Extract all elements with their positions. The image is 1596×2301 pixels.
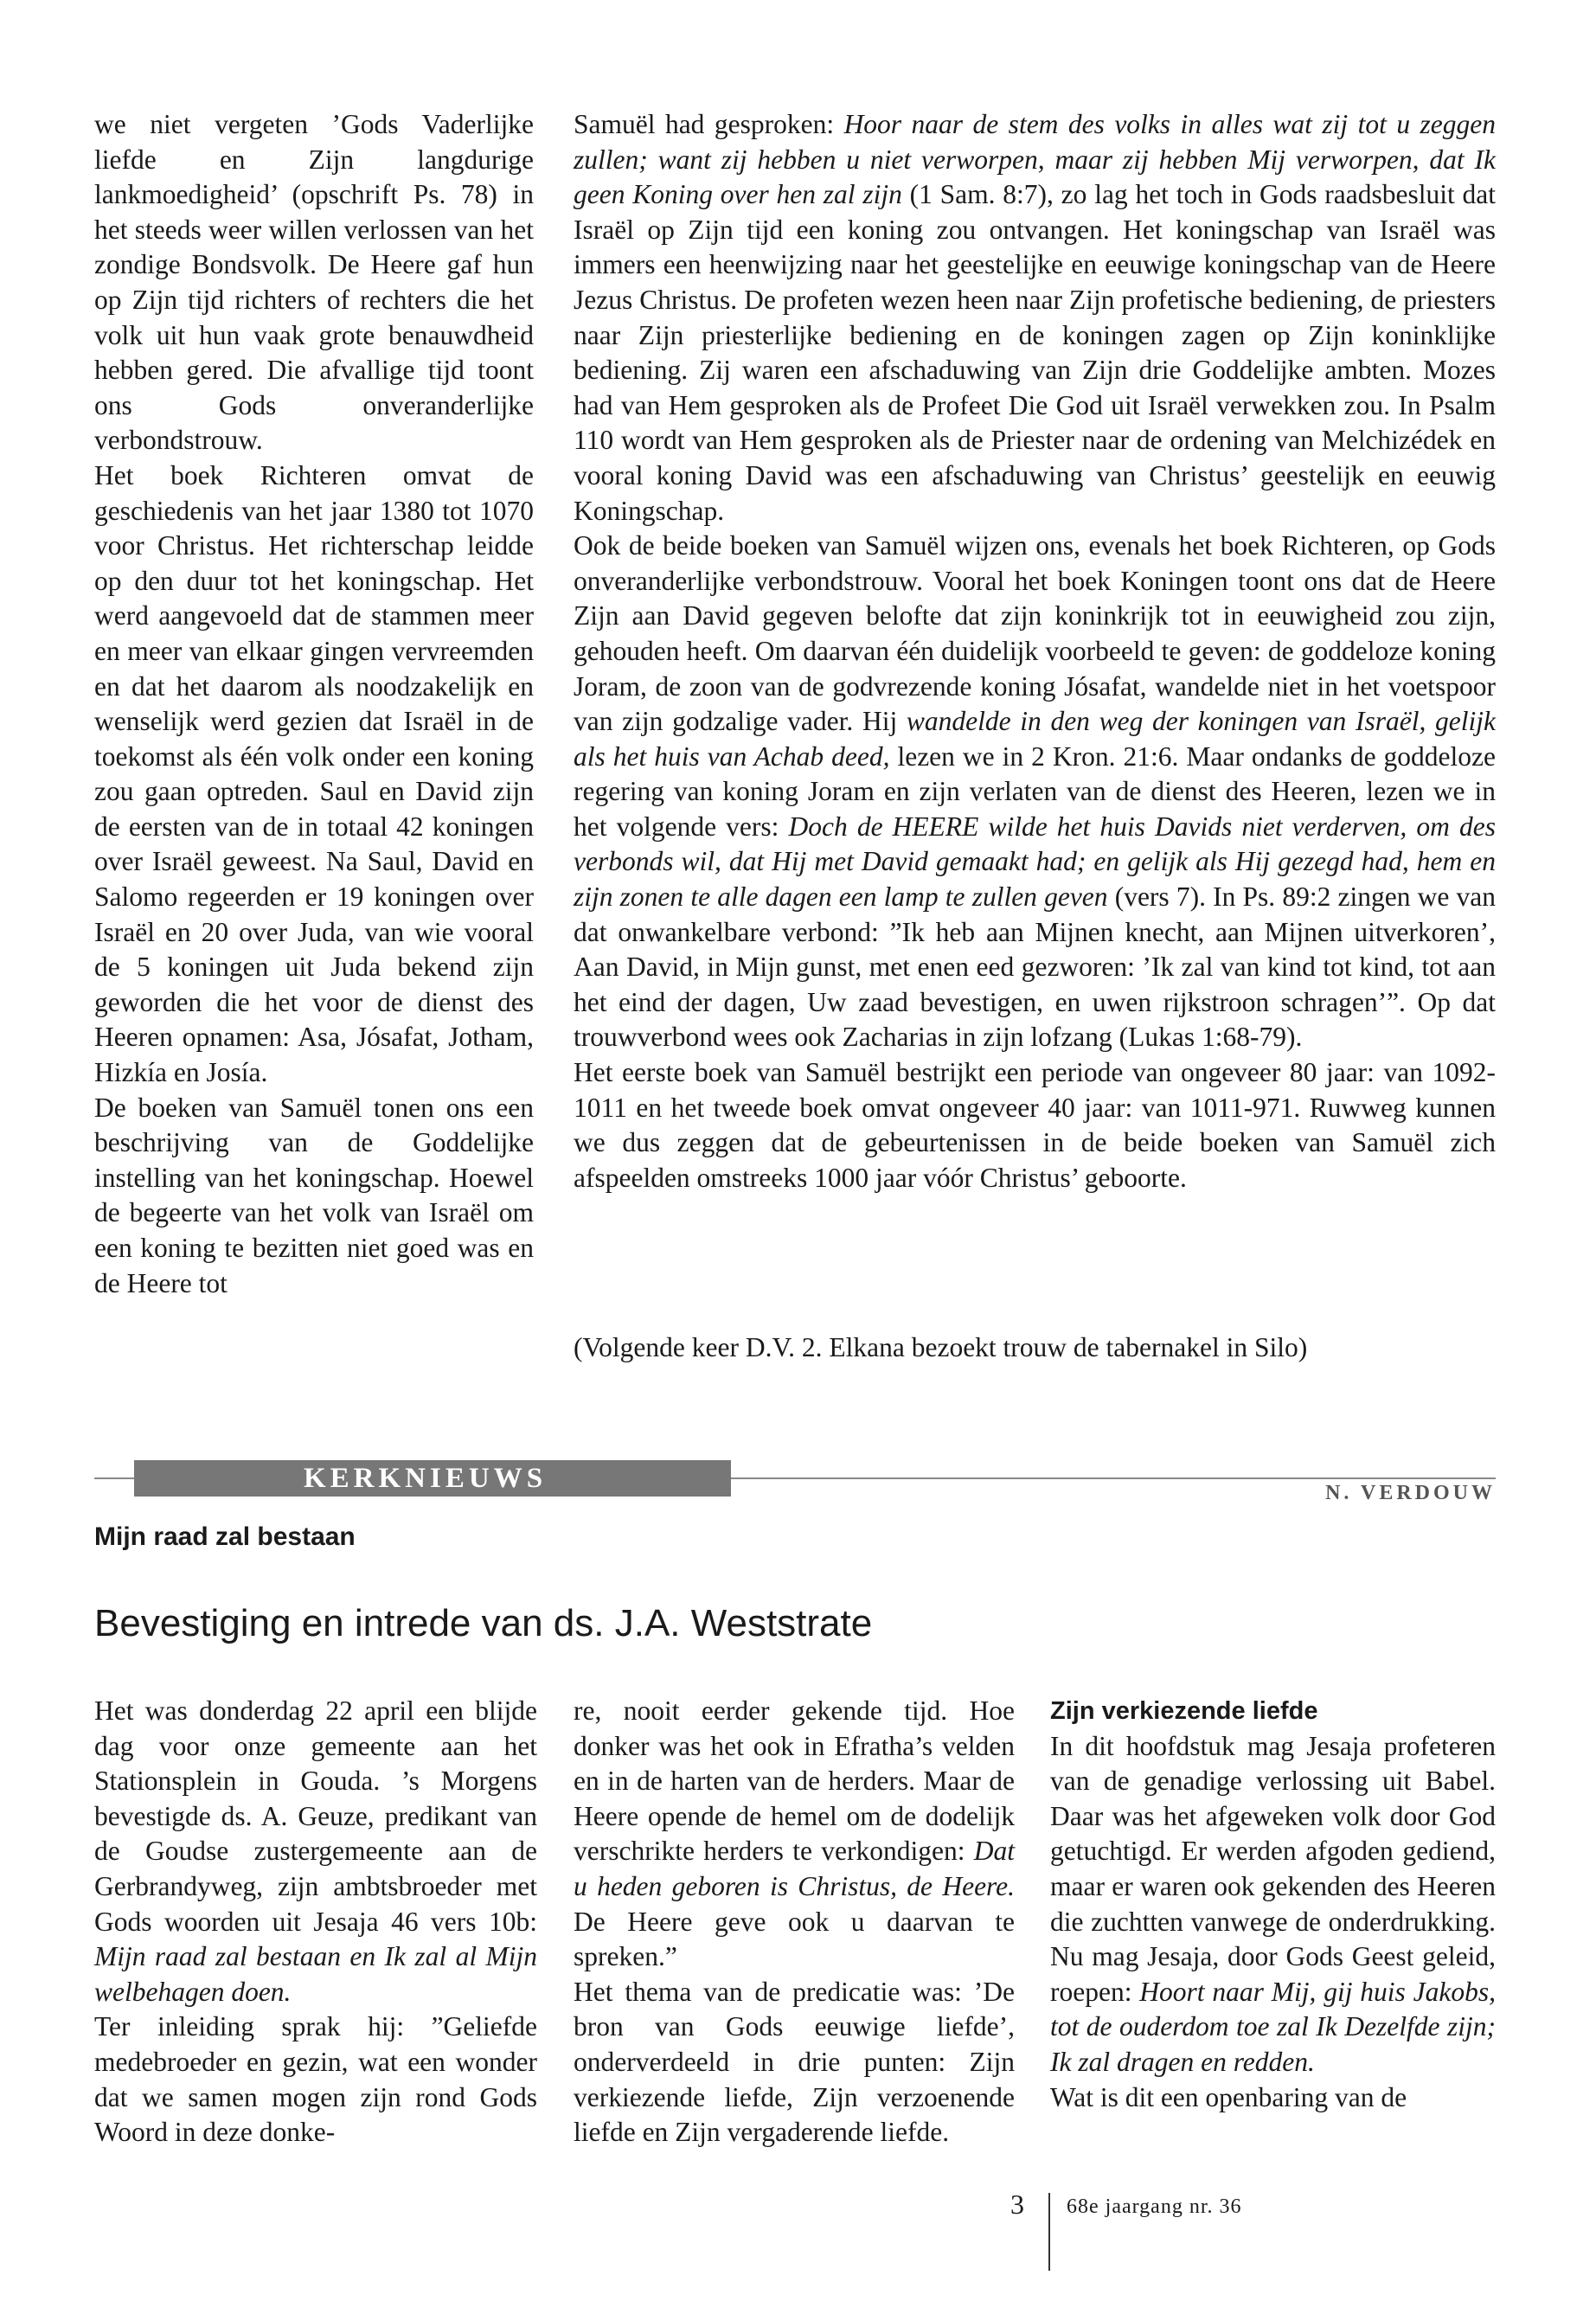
text: lezen we in 2 Kron. 21:6. Maar ondanks de goddeloze regering van koning Joram en zijn verlaten van de dienst des Heeren, lezen we in het volgende vers: <box>574 740 1496 842</box>
text: Het was donderdag 22 april een blijde dag voor onze gemeente aan het Stationsplein in Gouda. ’s Morgens bevestigde ds. A. Geuze, predikant van de Goudse zustergemeente aan de Gerbrandyweg, zijn ambtsbroeder met Gods woorden uit Jesaja 46 vers 10b: <box>94 1695 537 1937</box>
paragraph: we niet vergeten ’Gods Vaderlijke liefde en Zijn langdurige lankmoedigheid’ (opschrift Ps. 78) in het steeds weer willen verlossen van het zondige Bondsvolk. De Heere gaf hun op Zijn tijd richters of rechters die het volk uit hun vaak grote benauwdheid hebben gered. Die afvallige tijd toont ons Gods onveranderlijke verbondstrouw. <box>94 109 534 456</box>
text: De Heere geve ook u daarvan te spreken.” <box>574 1906 1015 1972</box>
paragraph <box>94 1694 537 2009</box>
paragraph: Het boek Richteren omvat de geschiedenis van het jaar 1380 tot 1070 voor Christus. Het richterschap leidde op den duur tot het koningschap. Het werd aangevoeld dat de stammen meer en meer van elkaar gingen vervreemden en dat het daarom als noodzakelijk en wenselijk werd gezien dat Israël in de toekomst als één volk onder een koning zou gaan optreden. Saul en David zijn de eersten van de in totaal 42 koningen over Israël geweest. Na Saul, David en Salomo regeerden er 19 koningen over Israël en 20 over Juda, van wie vooral de 5 koningen uit Juda bekend zijn geworden die het voor de dienst des Heeren opnamen: Asa, Jósafat, Jotham, Hizkía en Josía. <box>94 459 534 1088</box>
page-number: 3 <box>1010 2189 1024 2220</box>
footer-divider <box>1048 2193 1050 2271</box>
scripture-quote: Doch de HEERE wilde het huis Davids niet verderven, om des verbonds wil, dat Hij met David gemaakt had; en gelijk als Hij gezegd had, hem en zijn zonen te alle dagen een lamp te zullen geven <box>574 811 1496 913</box>
paragraph <box>574 107 1496 529</box>
scripture-quote: Hoort naar Mij, gij huis Jakobs, tot de ouderdom toe zal Ik Dezelfde zijn; Ik zal dragen en redden. <box>1050 1976 1496 2077</box>
volume-issue: 68e jaargang nr. 36 <box>1067 2195 1242 2218</box>
section-label: KERKNIEUWS <box>134 1460 731 1497</box>
text: re, nooit eerder gekende tijd. Hoe donker was het ook in Efratha’s velden en in de harten van de herders. Maar de Heere opende de hemel om de dodelijk verschrikte herders te verkondigen: <box>574 1695 1015 1867</box>
paragraph: Wat is dit een openbaring van de <box>1050 2081 1407 2112</box>
author-byline: N. VERDOUW <box>1325 1482 1496 1504</box>
left-column <box>94 107 534 1301</box>
article-column-1 <box>94 1694 537 2150</box>
paragraph <box>574 1694 1015 1975</box>
article-column-2 <box>574 1694 1015 2150</box>
paragraph: Het eerste boek van Samuël bestrijkt een periode van ongeveer 80 jaar: van 1092-1011 en het tweede boek omvat ongeveer 40 jaar: van 1011-971. Ruwweg kunnen we dus zeggen dat de gebeurtenissen in de beide boeken van Samuël zich afspeelden omstreeks 1000 jaar vóór Christus’ geboorte. <box>574 1057 1496 1193</box>
text: (1 Sam. 8:7), zo lag het toch in Gods raadsbesluit dat Israël op Zijn tijd een koning zou ontvangen. Het koningschap van Israël was immers een heenwijzing naar het geestelijke en eeuwige koningschap van de Heere Jezus Christus. De profeten wezen heen naar Zijn profetische bediening, de priesters naar Zijn priesterlijke bediening en de koningen zagen op Zijn koninklijke bediening. Zij waren een afschaduwing van Zijn drie Goddelijke ambten. Mozes had van Hem gesproken als de Profeet Die God uit Israël verwekken zou. In Psalm 110 wordt van Hem gesproken als de Priester naar de ordening van Melchizédek en vooral koning David was een afschaduwing van Christus’ geestelijk en eeuwig Koningschap. <box>574 179 1496 526</box>
right-column <box>574 107 1496 1195</box>
paragraph <box>1050 1729 1496 2080</box>
text: (vers 7). In Ps. 89:2 zingen we van dat onwankelbare verbond: ”Ik heb aan Mijnen knecht, aan Mijnen uitverkoren’, Aan David, in Mijn gunst, met enen eed gezworen: ’Ik zal van kind tot kind, tot aan het eind der dagen, Uw zaad bevestigen, en uwen rijkstroon schragen’”. Op dat trouwverbond wees ook Zacharias in zijn lofzang (Lukas 1:68-79). <box>574 881 1496 1053</box>
scripture-quote: Dat u heden geboren is Christus, de Heere. <box>574 1836 1015 1901</box>
paragraph: De boeken van Samuël tonen ons een beschrijving van de Goddelijke instelling van het koningschap. Hoewel de begeerte van het volk van Israël om een koning te bezitten niet goed was en de Heere tot <box>94 1092 534 1298</box>
text: Samuël had gesproken: <box>574 109 844 139</box>
next-episode-note: (Volgende keer D.V. 2. Elkana bezoekt trouw de tabernakel in Silo) <box>574 1332 1308 1362</box>
paragraph <box>574 529 1496 1055</box>
article-column-3 <box>1050 1694 1496 2115</box>
scripture-quote: wandelde in den weg der koningen van Israël, gelijk als het huis van Achab deed, <box>574 706 1496 772</box>
scripture-quote: Hoor naar de stem des volks in alles wat zij tot u zeggen zullen; want zij hebben u niet verworpen, maar zij hebben Mij verworpen, dat Ik geen Koning over hen zal zijn <box>574 109 1496 210</box>
text: In dit hoofdstuk mag Jesaja profeteren van de genadige verlossing uit Babel. Daar was het afgeweken volk door God getuchtigd. Er werden afgoden gediend, maar er waren ook gekenden des Heeren die zuchtten vanwege de onderdrukking. Nu mag Jesaja, door Gods Geest geleid, roepen: <box>1050 1730 1496 2007</box>
article-headline: Bevestiging en intrede van ds. J.A. Weststrate <box>94 1602 873 1644</box>
text: Ook de beide boeken van Samuël wijzen ons, evenals het boek Richteren, op Gods onveranderlijke verbondstrouw. Vooral het boek Koningen toont ons dat de Heere Zijn aan David gegeven belofte dat zijn koninkrijk tot in eeuwigheid zou zijn, gehouden heeft. Om daarvan één duidelijk voorbeeld te geven: de goddeloze koning Joram, de zoon van de godvrezende koning Jósafat, wandelde niet in het voetspoor van zijn godzalige vader. Hij <box>574 530 1496 737</box>
paragraph: Ter inleiding sprak hij: ”Geliefde medebroeder en gezin, wat een wonder dat we samen mogen zijn rond Gods Woord in deze donke- <box>94 2011 537 2148</box>
scripture-quote: Mijn raad zal bestaan en Ik zal al Mijn welbehagen doen. <box>94 1941 537 2007</box>
kicker: Mijn raad zal bestaan <box>94 1522 356 1551</box>
subheading: Zijn verkiezende liefde <box>1050 1697 1318 1725</box>
paragraph: Het thema van de predicatie was: ’De bron van Gods eeuwige liefde’, onderverdeeld in drie punten: Zijn verkiezende liefde, Zijn verzoenende liefde en Zijn vergaderende liefde. <box>574 1976 1015 2148</box>
